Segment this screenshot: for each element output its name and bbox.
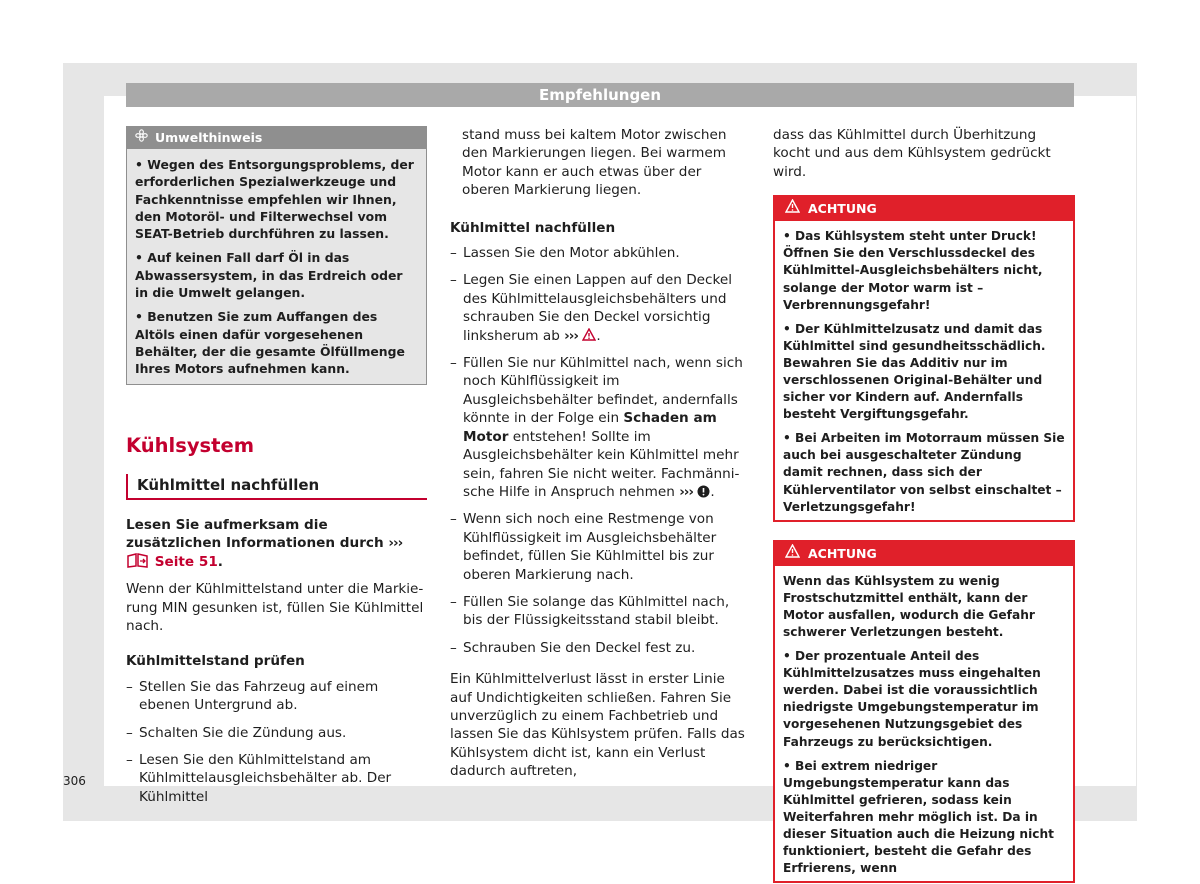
fill-step: – Füllen Sie solange das Kühlmittel nach, bis der Flüssigkeitsstand stabil bleibt. [450,593,750,630]
warning-triangle-icon [582,328,596,344]
environment-note-item: • Auf keinen Fall darf Öl in das Abwassersystem, in das Erdreich oder in die Umwelt gelangen. [135,250,403,301]
warning-box [773,195,1075,522]
environment-note-item: • Benutzen Sie zum Auffangen des Altöls einen dafür vorgesehenen Behälter, der die gesamte Ölfüllmenge Ihres Motors aufnehmen kann. [135,309,405,377]
check-title: Kühlmittelstand prüfen [126,653,305,670]
chevron-reference: ››› [679,483,694,500]
environment-note [126,126,427,385]
page-number: 306 [63,774,86,788]
warning-item: Wenn das Kühlsystem zu wenig Frostschutzmittel enthält, kann der Motor ausfallen, wodurch die Gefahr schwerer Verletzungen besteht. [783,573,1035,639]
column-right [773,126,1075,883]
column-left [126,126,427,806]
fill-step: – Wenn sich noch eine Restmenge von Kühlflüssigkeit im Ausgleichsbehälter befindet, füllen Sie Kühlmittel bis zur oberen Markierung nach. [450,510,750,584]
fill-step: – Legen Sie einen Lappen auf den Deckel des Kühlmittelausgleichsbehälters und schrauben Sie den Deckel vorsichtig linksherum ab ››› . [450,271,750,345]
section-title: Kühlsystem [126,433,255,457]
warning-box-header [775,197,1073,221]
warning-title: ACHTUNG [808,201,877,217]
intro-paragraph: Wenn der Kühlmittelstand unter die Markierung MIN gesunken ist, füllen Sie Kühlmittel nach. [126,581,424,634]
outro-paragraph: Ein Kühlmittelverlust lässt in erster Linie auf Undichtigkeiten schließen. Fahren Sie unverzüglich zu einem Fachbetrieb und lassen Sie das Kühlsystem prüfen. Falls das Kühlsystem dicht ist, kann ein Verlust dadurch auftreten, [450,671,745,780]
warning-box-header [775,542,1073,566]
environment-note-item: • Wegen des Entsorgungsproblems, der erforderlichen Spezialwerkzeuge und Fachkenntnisse empfehlen wir Ihnen, den Motoröl- und Filterwechsel vom SEAT-Betrieb durchführen zu lassen. [135,157,414,242]
page-reference-link[interactable]: Seite 51 [154,553,218,570]
fill-step: – Füllen Sie nur Kühlmittel nach, wenn sich noch Kühlflüssigkeit im Ausgleichsbehälter befindet, andernfalls könnte in der Folge ein Schaden am Motor entstehen! Sollte im Ausgleichsbehälter kein Kühlmittel mehr sein, fahren Sie nicht weiter. Fachmännische Hilfe in Anspruch nehmen ››› . [450,354,750,501]
warning-item: • Das Kühlsystem steht unter Druck! Öffnen Sie den Verschlussdeckel des Kühlmittel-Ausgleichsbehälters nicht, solange der Motor warm ist – Verbrennungsgefahr! [783,229,1043,312]
lead-paragraph: Lesen Sie aufmerksam die zusätzlichen Informationen durch ››› Seite 51. [126,516,403,570]
continuation-text: stand muss bei kaltem Motor zwischen den Markierungen liegen. Bei warmem Motor kann er auch etwas über der oberen Markierung liegen. [462,127,727,199]
warning-box [773,540,1075,884]
fill-step: – Schrauben Sie den Deckel fest zu. [450,639,750,657]
warning-box-body [775,566,1073,882]
chevron-reference: ››› [388,535,403,552]
warning-triangle-icon [785,542,800,566]
check-step: – Schalten Sie die Zündung aus. [126,724,427,742]
exclamation-circle-icon [697,484,710,500]
warning-title: ACHTUNG [808,545,877,561]
check-step: – Lesen Sie den Kühlmittelstand am Kühlmittelausgleichsbehälter ab. Der Kühlmittel [126,751,427,806]
chevron-reference: ››› [564,327,578,344]
fill-title: Kühlmittel nachfüllen [450,219,616,236]
warning-item: • Der Kühlmittelzusatz und damit das Kühlmittel sind gesundheitsschädlich. Bewahren Sie das Additiv nur im verschlossenen Original-Behälter und sicher vor Kindern auf. Andernfalls besteht Vergiftungsgefahr. [783,321,1046,422]
warning-triangle-icon [785,197,800,221]
environment-note-title: Umwelthinweis [155,130,263,145]
fill-step: – Lassen Sie den Motor abkühlen. [450,244,750,262]
environment-note-body [127,149,426,384]
environment-note-header [127,127,426,149]
chapter-header: Empfehlungen [126,83,1074,107]
warning-box-body [775,221,1073,520]
check-step: – Stellen Sie das Fahrzeug auf einem ebenen Untergrund ab. [126,678,427,715]
subsection-title: Kühlmittel nachfüllen [126,474,427,500]
column-middle [450,126,750,781]
continuation-text: dass das Kühlmittel durch Überhitzung kocht und aus dem Kühlsystem gedrückt wird. [773,127,1051,180]
warning-item: • Bei Arbeiten im Motorraum müssen Sie auch bei ausgeschalteter Zündung damit rechnen, dass sich der Kühlerventilator von selbst einschaltet – Verletzungsgefahr! [783,431,1065,514]
book-icon [126,554,150,570]
warning-item: • Bei extrem niedriger Umgebungstemperatur kann das Kühlmittel gefrieren, sodass kein Weiterfahren mehr möglich ist. Da in dieser Situation auch die Heizung nicht funktioniert, besteht die Gefahr des Erfrierens, wenn [783,758,1055,876]
flower-icon [135,127,148,149]
warning-item: • Der prozentuale Anteil des Kühlmittelzusatzes muss eingehalten werden. Dabei ist die voraussichtlich niedrigste Umgebungstemperatur im vorgesehenen Nutzungsgebiet des Fahrzeugs zu berücksichtigen. [783,649,1041,749]
